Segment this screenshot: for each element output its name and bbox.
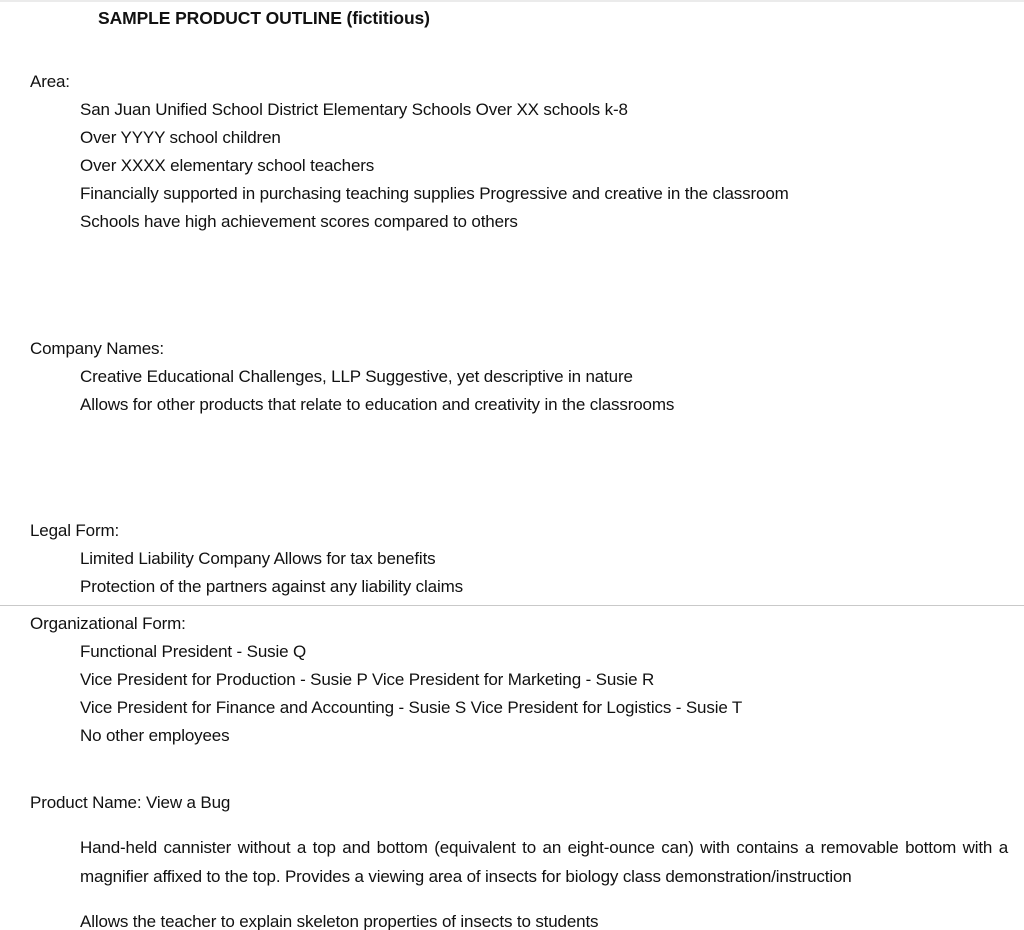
product-name-item-list — [30, 908, 1024, 930]
list-item: Functional President - Susie Q — [80, 642, 307, 661]
section-heading-company-names: Company Names: — [30, 339, 164, 358]
organizational-form-item-list — [30, 638, 1024, 750]
page-top-edge — [0, 0, 1024, 2]
list-item: Vice President for Finance and Accounting - Susie S Vice President for Logistics - Susie T — [80, 698, 743, 717]
list-item: Over XXXX elementary school teachers — [80, 156, 375, 175]
company-names-item-list — [30, 363, 1024, 419]
section-area — [30, 68, 1024, 236]
legal-form-item-list — [30, 545, 1024, 601]
page-title: SAMPLE PRODUCT OUTLINE (fictitious) — [98, 8, 430, 28]
product-description: Hand-held cannister without a top and bottom (equivalent to an eight-ounce can) with contains a removable bottom with a magnifier affixed to the top. Provides a viewing area of insects for biology class demonstration/instruction — [80, 838, 1008, 886]
list-item: Creative Educational Challenges, LLP Suggestive, yet descriptive in nature — [80, 367, 633, 386]
list-item: Over YYYY school children — [80, 128, 281, 147]
section-product-name — [30, 789, 1024, 930]
section-divider — [0, 605, 1024, 606]
section-heading-legal-form: Legal Form: — [30, 521, 120, 540]
list-item: Limited Liability Company Allows for tax benefits — [80, 549, 436, 568]
section-legal-form — [30, 517, 1024, 601]
list-item: Protection of the partners against any liability claims — [80, 577, 463, 596]
section-company-names — [30, 335, 1024, 419]
area-item-list — [30, 96, 1024, 236]
section-heading-product-name: Product Name: View a Bug — [30, 793, 231, 812]
list-item: Allows the teacher to explain skeleton properties of insects to students — [80, 912, 599, 930]
section-organizational-form — [30, 610, 1024, 750]
list-item: Financially supported in purchasing teaching supplies Progressive and creative in the classroom — [80, 184, 789, 203]
list-item: San Juan Unified School District Elementary Schools Over XX schools k-8 — [80, 100, 628, 119]
list-item: Vice President for Production - Susie P Vice President for Marketing - Susie R — [80, 670, 655, 689]
list-item: Schools have high achievement scores compared to others — [80, 212, 518, 231]
section-heading-organizational-form: Organizational Form: — [30, 614, 186, 633]
list-item: No other employees — [80, 726, 230, 745]
section-heading-area: Area: — [30, 72, 70, 91]
list-item: Allows for other products that relate to education and creativity in the classrooms — [80, 395, 675, 414]
